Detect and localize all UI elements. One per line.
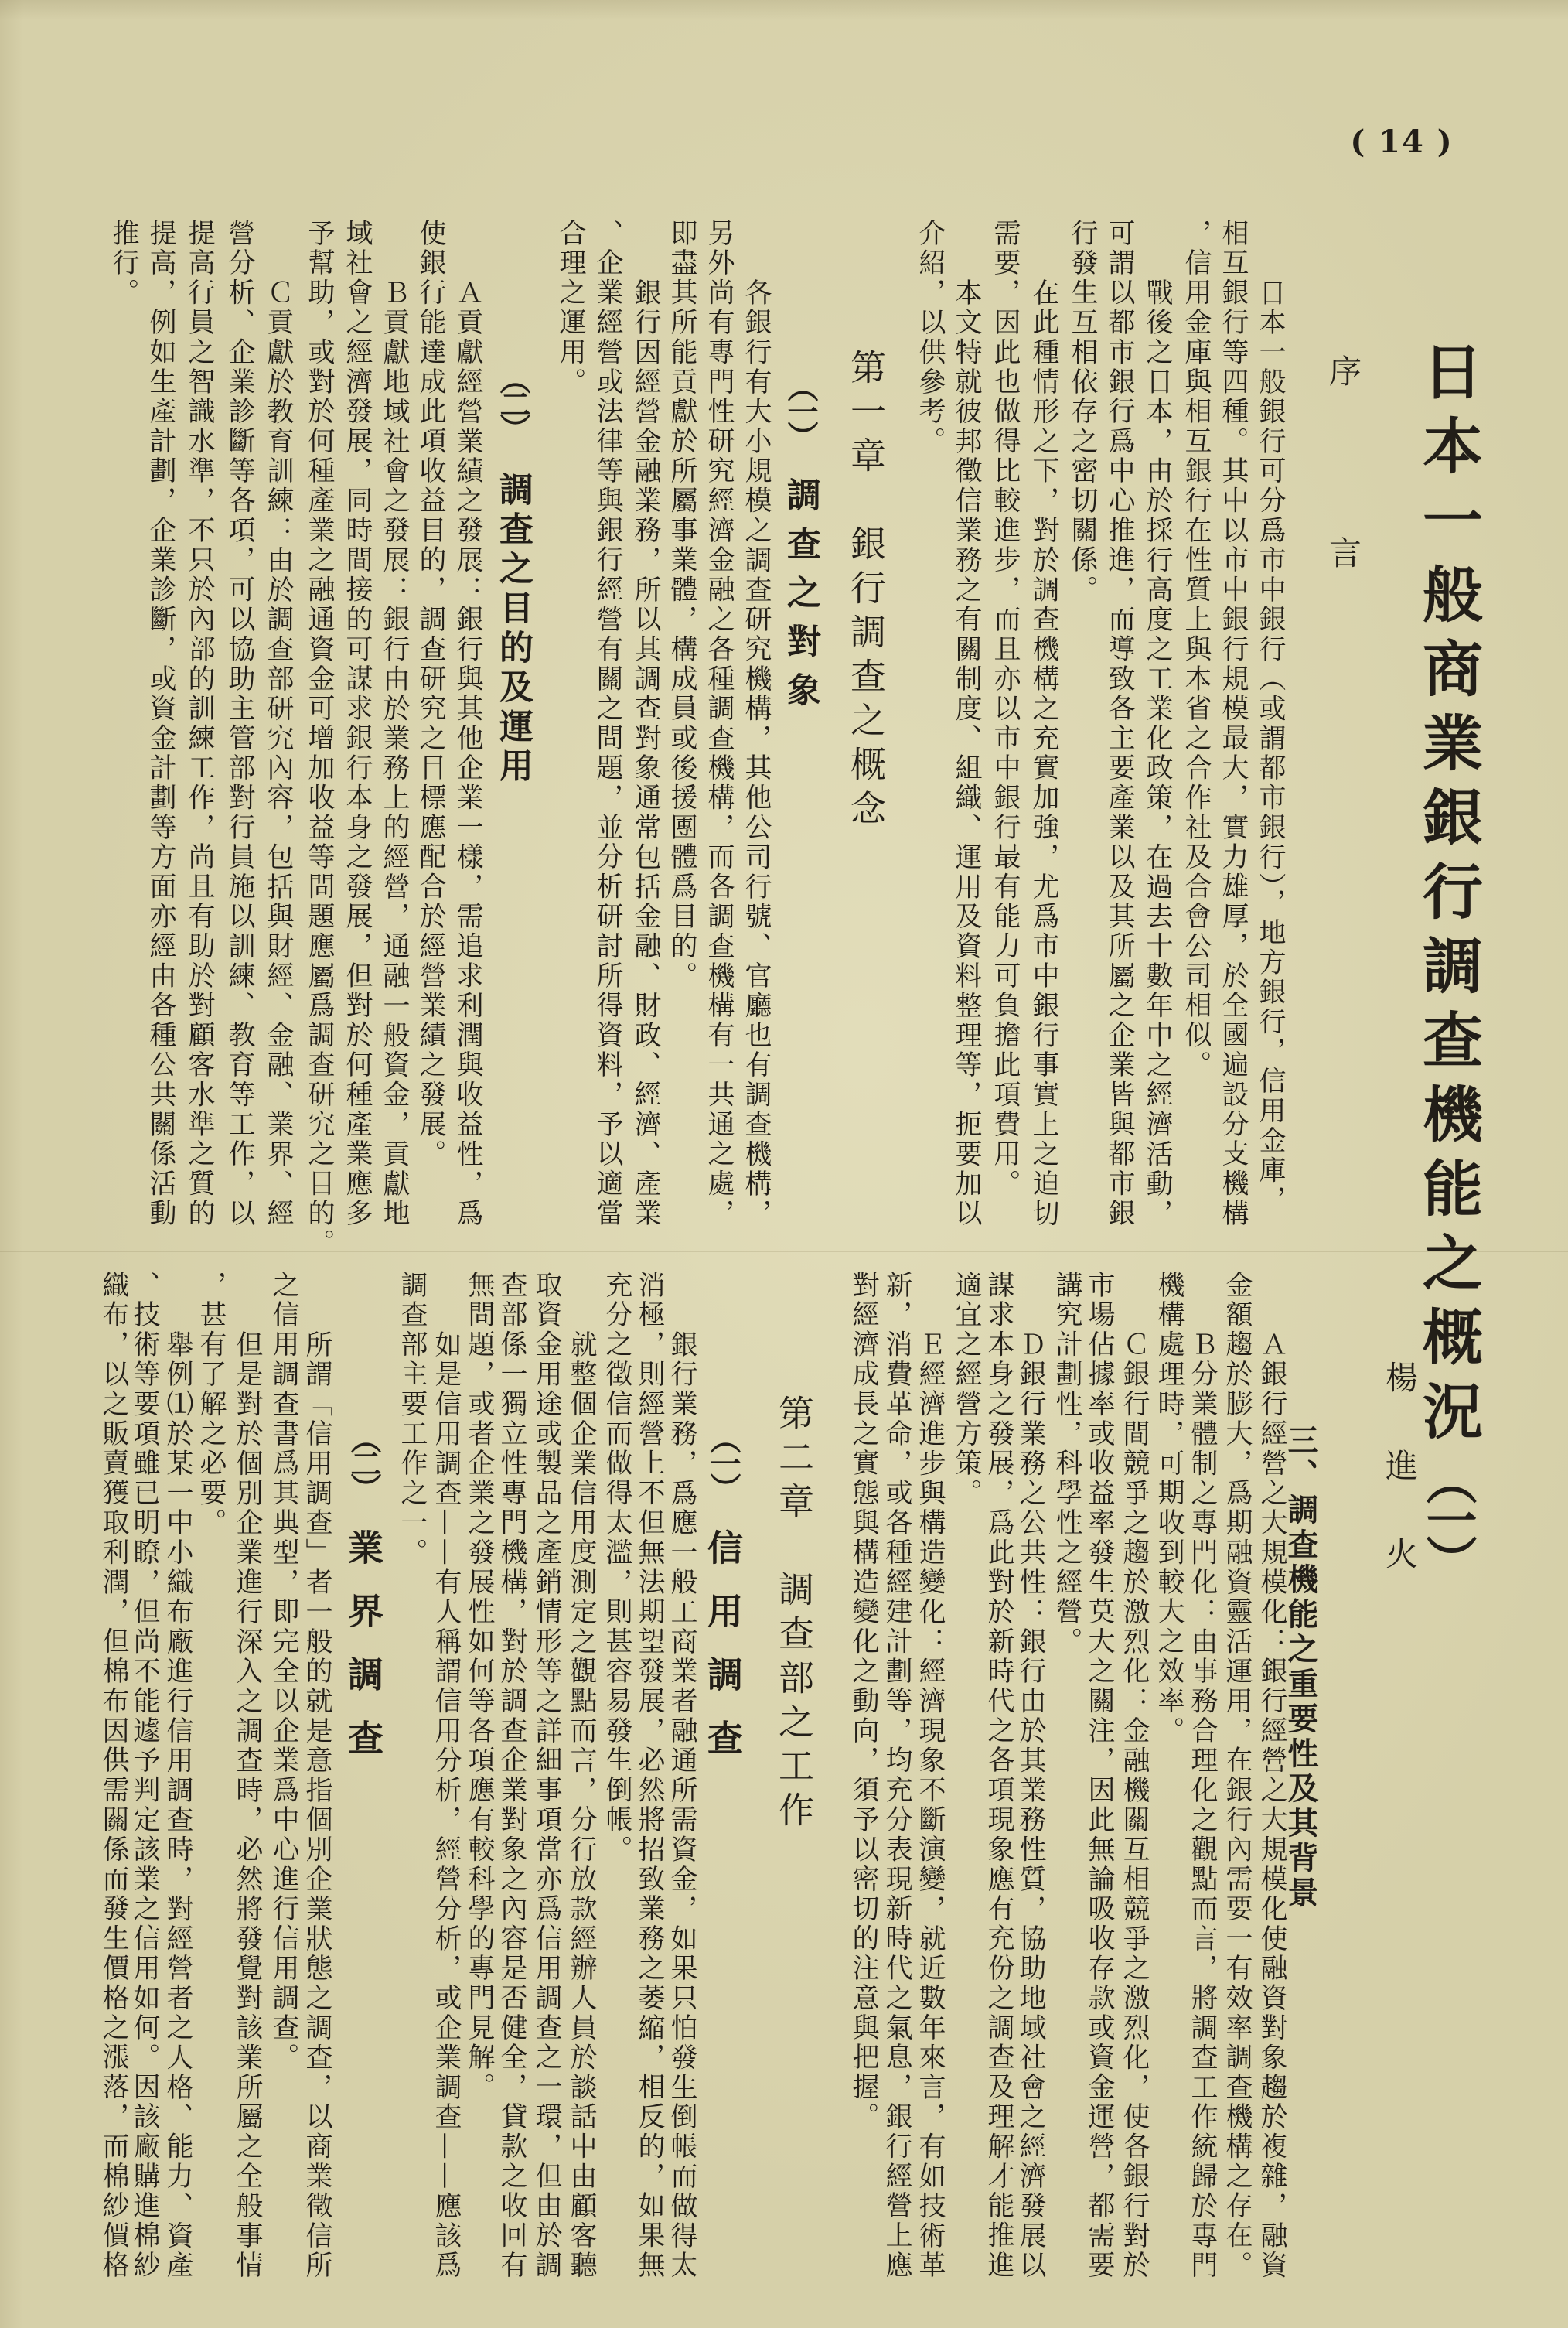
article-title-part-number: （一） xyxy=(1417,1454,1478,1575)
page-number: ( 14 ) xyxy=(1350,124,1454,160)
text-column: 舉例⑴於某一中小織布廠進行信用調查時，對經營者之人格、能力、資產 xyxy=(162,1330,193,2281)
text-column: Ｂ分業體制之專門化：由事務合理化之觀點而言，將調查工作統歸於專門 xyxy=(1187,1330,1218,2281)
text-column: 行發生互相依存之密切關係。 xyxy=(1067,219,1098,606)
text-column: 金額趨於膨大，爲期融資靈活運用，在銀行內需要一有效率調查機構之存在。 xyxy=(1222,1271,1253,2281)
text-column: 銀行因經營金融業務，所以其調查對象通常包括金融、財政、經濟、產業 xyxy=(630,278,661,1229)
text-column: 各銀行有大小規模之調查研究機構，其他公司行號、官廳也有調查機構， xyxy=(741,278,772,1229)
text-column: 域社會之經濟發展，同時間接的可謀求銀行本身之發展，但對於何種產業應多 xyxy=(342,219,373,1229)
text-column: 合理之運用。 xyxy=(555,219,586,398)
text-column: 無問題，或者企業之發展性如何等各項應有較科學的專門見解。 xyxy=(464,1271,495,2103)
text-column: 需要，因此也做得比較進步，而且亦以市中銀行最有能力可負擔此項費用。 xyxy=(990,219,1021,1200)
text-column: 機構處理時，可期收到較大之效率。 xyxy=(1154,1271,1185,1746)
text-column: 相互銀行等四種。其中以市中銀行規模最大，實力雄厚，於全國遍設分支機構 xyxy=(1218,219,1249,1229)
text-column: 介紹，以供參考。 xyxy=(915,219,946,457)
section-title: 調查之目的及運用 xyxy=(493,472,533,787)
text-column: Ｃ銀行間競爭之趨於激烈化：金融機關互相競爭之激烈化，使各銀行對於 xyxy=(1119,1330,1150,2281)
text-column: Ａ銀行經營之大規模化：銀行經營之大規模化使融資對象趨於複雜，融資 xyxy=(1256,1330,1287,2281)
text-column: 但是對於個別企業進行深入之調查時，必然將發覺對該業所屬之全般事情 xyxy=(232,1330,263,2281)
section-number: （一） xyxy=(782,371,819,445)
text-column: 查部係一獨立性專門機構，對於調查企業對象之內容是否健全，貸款之收回有 xyxy=(496,1271,527,2281)
text-column: 在此種情形之下，對於調查機構之充實加強，尤爲市中銀行事實上之迫切 xyxy=(1028,278,1059,1229)
preface-heading: 序言 xyxy=(1324,354,1362,718)
section-number: （二） xyxy=(346,1423,382,1497)
page-fold-line xyxy=(0,1251,1568,1252)
text-column: 織布，以之販賣獲取利潤，但棉布因供需關係而發生價格之漲落，而棉紗價格 xyxy=(98,1271,129,2281)
text-column: Ａ貢獻經營業績之發展：銀行與其他企業一樣，需追求利潤與收益性，爲 xyxy=(452,278,483,1229)
text-column: 使銀行能達成此項收益目的，調查研究之目標應配合於經營業績之發展。 xyxy=(415,219,446,1169)
text-column: 、技術等要項雖已明瞭，但尚不能遽予判定該業之信用如何。因該廠購進棉紗 xyxy=(129,1271,160,2281)
text-column: 戰後之日本，由於採行高度之工業化政策，在過去十數年中之經濟活動， xyxy=(1142,278,1173,1229)
section-number: （一） xyxy=(705,1423,741,1497)
text-column: 市場佔據率或收益率發生莫大之關注，因此無論吸收存款或資金運營，都需要 xyxy=(1084,1271,1115,2281)
text-column: 、企業經營或法律等與銀行經營有關之問題，並分析研討所得資料，予以適當 xyxy=(592,219,623,1229)
text-column: 予幫助，或對於何種產業之融通資金可增加收益等問題應屬爲調查研究之目的。 xyxy=(304,219,335,1258)
text-column: Ｄ銀行業務之公共性：銀行由於其業務性質，協助地域社會之經濟發展以 xyxy=(1015,1330,1046,2281)
text-column: Ｅ經濟進步與構造變化：經濟現象不斷演變，就近數年來言，有如技術革 xyxy=(915,1330,946,2281)
text-column: 推行。 xyxy=(108,219,139,309)
text-column: 本文特就彼邦徵信業務之有關制度、組織、運用及資料整理等，扼要加以 xyxy=(951,278,982,1229)
chapter-heading: 第一章 銀行調查之概念 xyxy=(845,349,887,834)
text-column: 取資金用途或製品之產銷情形等之詳細事項當亦爲信用調查之一環，但由於調 xyxy=(531,1271,562,2281)
text-column: ，甚有了解之必要。 xyxy=(196,1271,227,1538)
text-column: 謀求本身之發展，爲此對於新時代之各項現象應有充份之調查及理解才能推進 xyxy=(983,1271,1014,2281)
text-column: 調查部主要工作之一。 xyxy=(397,1271,428,1568)
text-column: Ｂ貢獻地域社會之發展：銀行由於業務上的經營，通融一般資金，貢獻地 xyxy=(379,278,410,1229)
section-title: 調查之對象 xyxy=(781,477,820,721)
text-column: 就整個企業信用度測定之觀點而言，分行放款經辦人員於談話中由顧客聽 xyxy=(566,1330,597,2281)
text-column: 所謂「信用調查」者一般的就是意指個別企業狀態之調查，以商業徵信所 xyxy=(302,1330,332,2281)
text-column: 消極，則經營上不但無法期望發展，必然將招致業務之萎縮，相反的，如果無 xyxy=(634,1271,665,2281)
text-column: 銀行業務，爲應一般工商業者融通所需資金，如果只怕發生倒帳而做得太 xyxy=(666,1330,697,2281)
text-column: Ｃ貢獻於教育訓練：由於調查部研究內容，包括與財經、金融、業界、經 xyxy=(263,278,294,1229)
author-name: 楊進火 xyxy=(1381,1360,1419,1625)
text-column: ，信用金庫與相互銀行在性質上與本省之合作社及合會公司相似。 xyxy=(1181,219,1212,1080)
text-column: 提高，例如生產計劃，企業診斷，或資金計劃等方面亦經由各種公共關係活動 xyxy=(145,219,176,1229)
text-column: 即盡其所能貢獻於所屬事業體，構成員或後援團體爲目的。 xyxy=(666,219,697,992)
text-column: 之信用調查書爲其典型，即完全以企業爲中心進行信用調查。 xyxy=(268,1271,299,2073)
text-column: 提高行員之智識水準，不只於內部的訓練工作，尚且有助於對顧客水準之質的 xyxy=(184,219,215,1229)
text-column: 新，消費革命，或各種經建計劃等，均充分表現新時代之氣息，銀行經營上應 xyxy=(881,1271,912,2281)
section-title: 業界調查 xyxy=(343,1529,384,1783)
text-column: 可謂以都市銀行爲中心推進，而導致各主要產業以及其所屬之企業皆與都市銀 xyxy=(1104,219,1135,1229)
section-heading: 三、調查機能之重要性及其背景 xyxy=(1283,1424,1319,1911)
text-column: 另外尚有專門性研究經濟金融之各種調查機構，而各調查機構有一共通之處， xyxy=(704,219,735,1229)
text-column: 講究計劃性，科學性之經營。 xyxy=(1052,1271,1082,1657)
text-column: 日本一般銀行可分爲市中銀行（或謂都市銀行），地方銀行，信用金庫， xyxy=(1255,278,1286,1216)
section-title: 信用調查 xyxy=(702,1529,744,1783)
text-column: 如是信用調查——有人稱謂信用分析，經營分析，或企業調查——應該爲 xyxy=(431,1330,462,2281)
text-column: 適宜之經營方策。 xyxy=(951,1271,982,1509)
text-column: 對經濟成長之實態與構造變化之動向，須予以密切的注意與把握。 xyxy=(848,1271,879,2132)
chapter-heading: 第二章 調查部之工作 xyxy=(773,1394,815,1835)
article-title: 日本一般商業銀行調查機能之概況 xyxy=(1413,340,1483,1454)
text-column: 營分析、企業診斷等各項，可以協助主管部對行員施以訓練、教育等工作，以 xyxy=(224,219,255,1229)
text-column: 充分之徵信而做得太濫，則甚容易發生倒帳。 xyxy=(602,1271,632,1865)
section-number: （二） xyxy=(495,364,531,438)
